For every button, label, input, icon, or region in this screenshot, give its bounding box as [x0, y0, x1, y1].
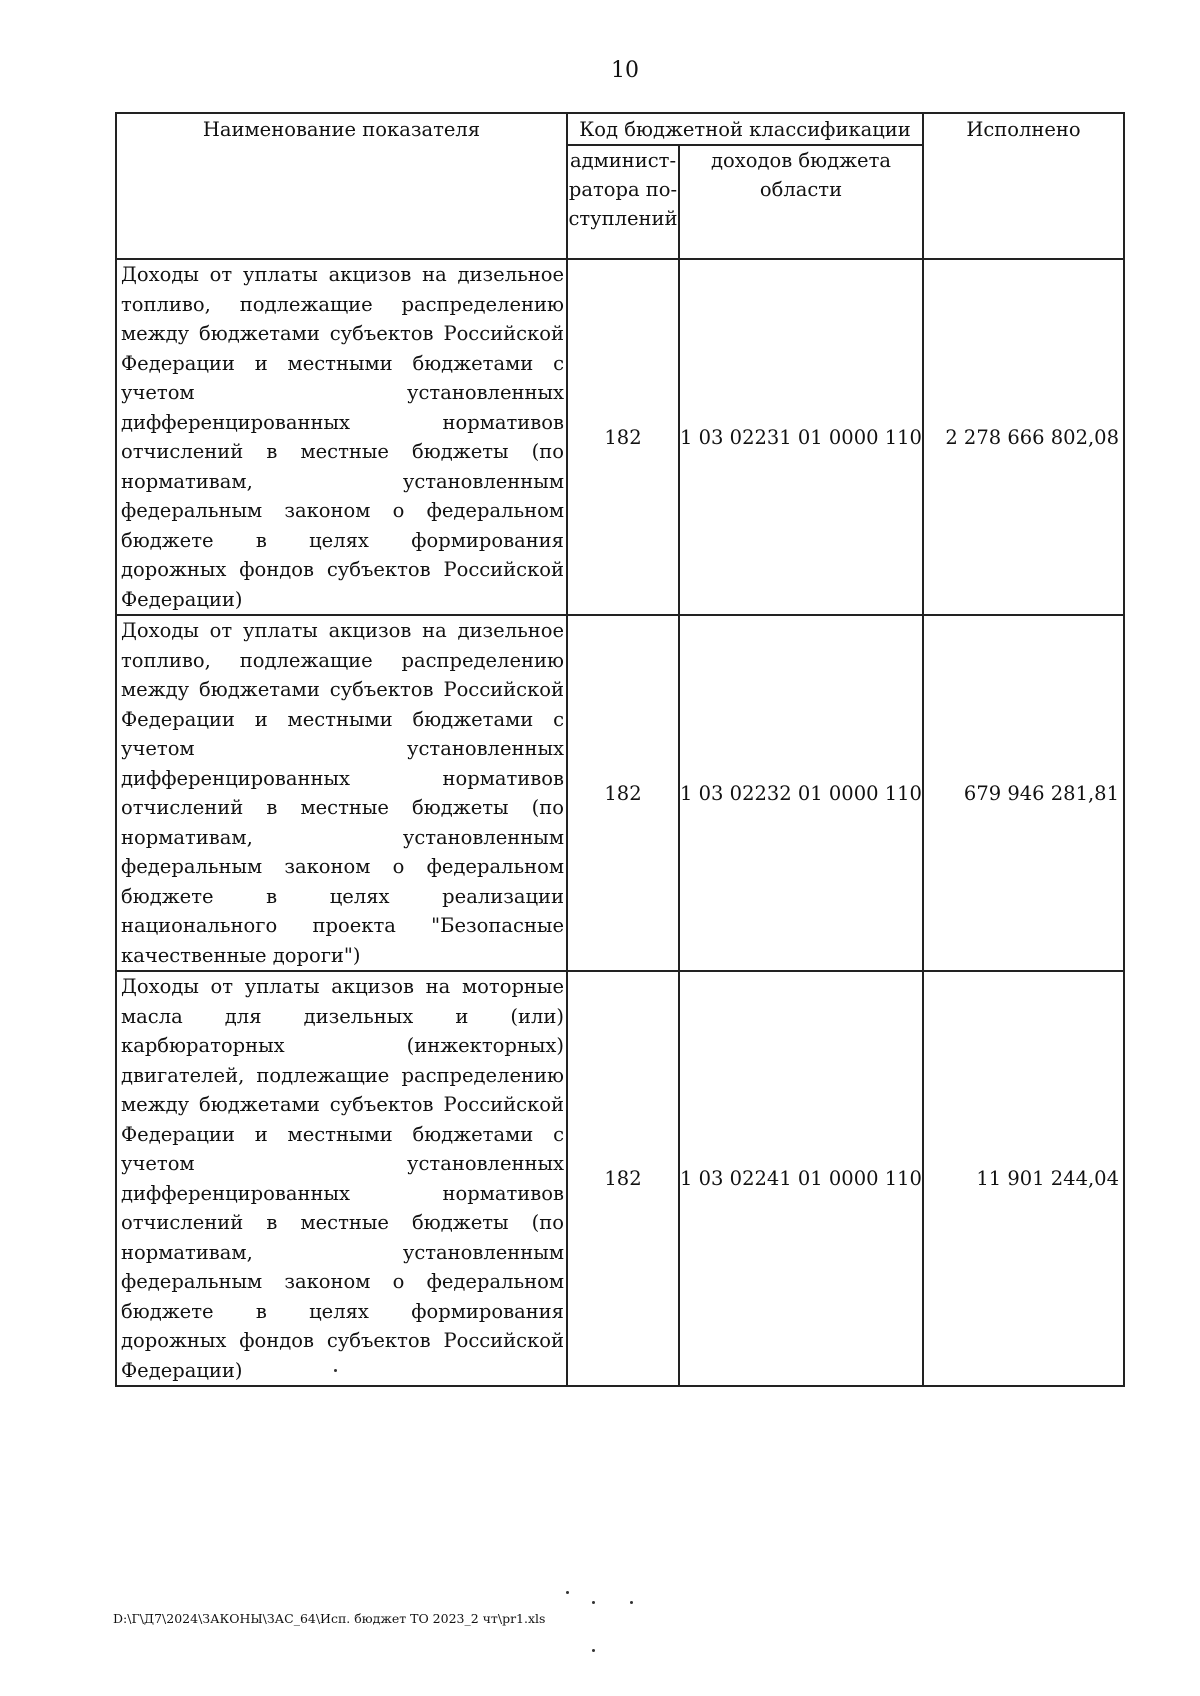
scan-speck [334, 1369, 337, 1372]
admin-code-cell: 182 [567, 971, 679, 1386]
table-row [116, 615, 1124, 971]
executed-amount-cell: 2 278 666 802,08 [923, 259, 1124, 615]
header-indicator-name: Наименование показателя [116, 113, 567, 259]
page-number: 10 [611, 58, 639, 83]
table-row [116, 971, 1124, 1386]
executed-amount-cell: 11 901 244,04 [923, 971, 1124, 1386]
income-code-cell: 1 03 02241 01 0000 110 [679, 971, 923, 1386]
scan-speck [630, 1601, 633, 1604]
table-row [116, 259, 1124, 615]
header-administrator: админист-ратора по-ступлений [567, 145, 679, 259]
header-executed: Исполнено [923, 113, 1124, 259]
header-row-top [116, 113, 1124, 145]
admin-code-cell: 182 [567, 615, 679, 971]
header-classification-code: Код бюджетной классификации [567, 113, 923, 145]
income-code-cell: 1 03 02231 01 0000 110 [679, 259, 923, 615]
budget-income-table [115, 112, 1125, 1387]
executed-amount-cell: 679 946 281,81 [923, 615, 1124, 971]
indicator-name-cell: Доходы от уплаты акцизов на моторные масла для дизельных и (или) карбюраторных (инжекторных) двигателей, подлежащие распределению между бюджетами субъектов Российской Федерации и местными бюджетами с учетом установленных дифференцированных нормативов отчислений в местные бюджеты (по нормативам, установленным федеральным законом о федеральном бюджете в целях формирования дорожных фондов субъектов Российской Федерации) [116, 971, 567, 1386]
scan-speck [566, 1591, 569, 1594]
indicator-name-cell: Доходы от уплаты акцизов на дизельное топливо, подлежащие распределению между бюджетами субъектов Российской Федерации и местными бюджетами с учетом установленных дифференцированных нормативов отчислений в местные бюджеты (по нормативам, установленным федеральным законом о федеральном бюджете в целях формирования дорожных фондов субъектов Российской Федерации) [116, 259, 567, 615]
scan-speck [592, 1649, 595, 1652]
admin-code-cell: 182 [567, 259, 679, 615]
header-income-code: доходов бюджета области [679, 145, 923, 259]
indicator-name-cell: Доходы от уплаты акцизов на дизельное топливо, подлежащие распределению между бюджетами субъектов Российской Федерации и местными бюджетами с учетом установленных дифференцированных нормативов отчислений в местные бюджеты (по нормативам, установленным федеральным законом о федеральном бюджете в целях реализации национального проекта "Безопасные качественные дороги") [116, 615, 567, 971]
income-code-cell: 1 03 02232 01 0000 110 [679, 615, 923, 971]
file-path: D:\Г\Д7\2024\ЗАКОНЫ\ЗАС_64\Исп. бюджет ТО 2023_2 чт\pr1.xls [113, 1611, 546, 1626]
scan-speck [592, 1601, 595, 1604]
